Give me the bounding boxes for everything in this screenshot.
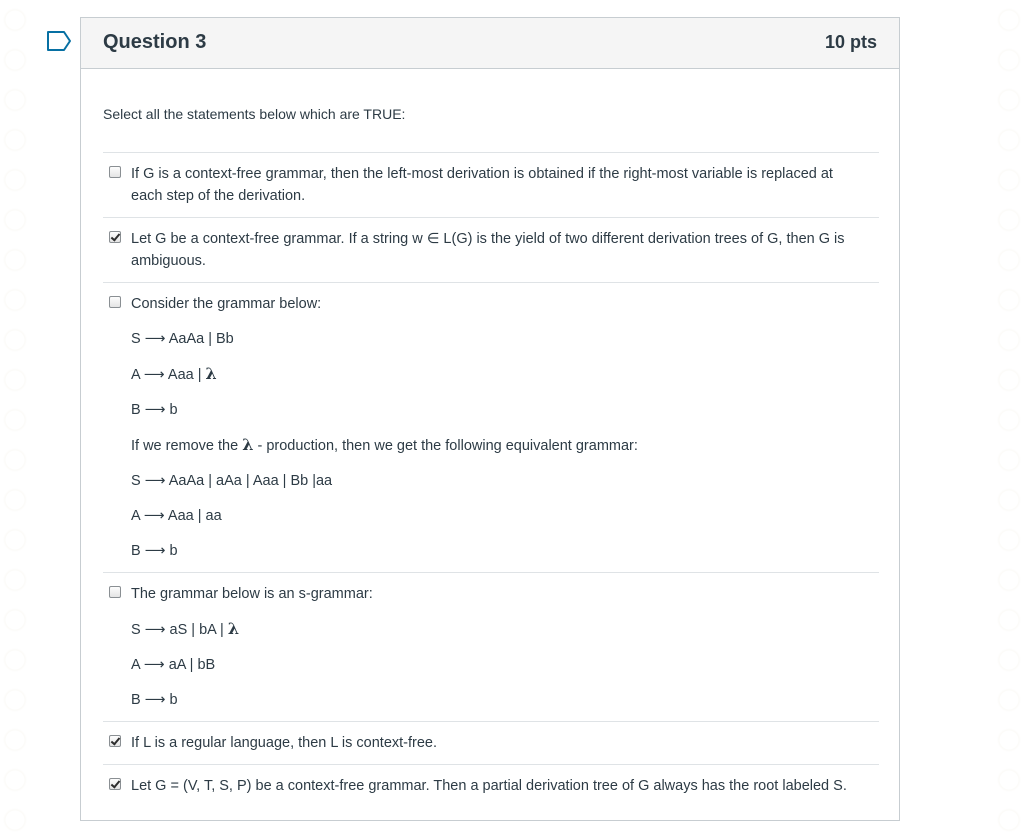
- question-title: Question 3: [103, 31, 207, 53]
- lambda-symbol: λ: [227, 619, 240, 638]
- answer-checkbox[interactable]: [109, 231, 121, 243]
- answer-option-4[interactable]: [103, 572, 879, 721]
- background-pattern-left: [0, 0, 30, 840]
- grammar-rule: S ⟶ AaAa | Bb: [131, 331, 234, 347]
- answer-text: Let G = (V, T, S, P) be a context-free grammar. Then a partial derivation tree of G always has the root labeled S.: [131, 778, 847, 794]
- question-header: [81, 18, 899, 69]
- grammar-rule: S ⟶ AaAa | aAa | Aaa | Bb |aa: [131, 473, 333, 489]
- grammar-rule: B ⟶ b: [131, 692, 178, 708]
- grammar-rule: B ⟶ b: [131, 402, 178, 418]
- lambda-symbol: λ: [205, 364, 217, 383]
- answer-checkbox[interactable]: [109, 166, 121, 178]
- question-card: [80, 17, 900, 821]
- answer-text: Let G be a context-free grammar. If a string w ∈ L(G) is the yield of two different derivation trees of G, then G is: [131, 231, 845, 247]
- answer-option-1[interactable]: [103, 152, 879, 217]
- answer-checkbox[interactable]: [109, 735, 121, 747]
- grammar-rule: A ⟶ aA | bB: [131, 657, 216, 673]
- grammar-rule: A ⟶ Aaa | aa: [131, 508, 222, 524]
- grammar-rule: A ⟶ Aaa | λ: [131, 364, 217, 383]
- answer-list: [103, 152, 879, 807]
- answer-text: If L is a regular language, then L is context-free.: [131, 735, 438, 751]
- grammar-rule: S ⟶ aS | bA | λ: [131, 619, 240, 638]
- answer-text: ambiguous.: [131, 253, 206, 269]
- answer-option-2[interactable]: [103, 217, 879, 282]
- answer-option-5[interactable]: [103, 721, 879, 764]
- background-pattern-right: [994, 0, 1024, 840]
- answer-text: If G is a context-free grammar, then the left-most derivation is obtained if the right-most variable is replaced at: [131, 166, 833, 182]
- flag-question-icon[interactable]: [46, 30, 72, 52]
- answer-option-6[interactable]: [103, 764, 879, 807]
- answer-text: Consider the grammar below:: [131, 296, 322, 312]
- grammar-rule: B ⟶ b: [131, 543, 178, 559]
- answer-checkbox[interactable]: [109, 586, 121, 598]
- answer-text: each step of the derivation.: [131, 188, 306, 204]
- answer-checkbox[interactable]: [109, 778, 121, 790]
- question-points: 10 pts: [824, 32, 877, 52]
- answer-option-3[interactable]: [103, 282, 879, 572]
- answer-text: The grammar below is an s-grammar:: [131, 586, 373, 602]
- question-prompt: Select all the statements below which are TRUE:: [103, 106, 406, 122]
- lambda-symbol: λ: [242, 435, 254, 454]
- answer-checkbox[interactable]: [109, 296, 121, 308]
- answer-text: If we remove the λ - production, then we get the following equivalent grammar:: [131, 435, 638, 454]
